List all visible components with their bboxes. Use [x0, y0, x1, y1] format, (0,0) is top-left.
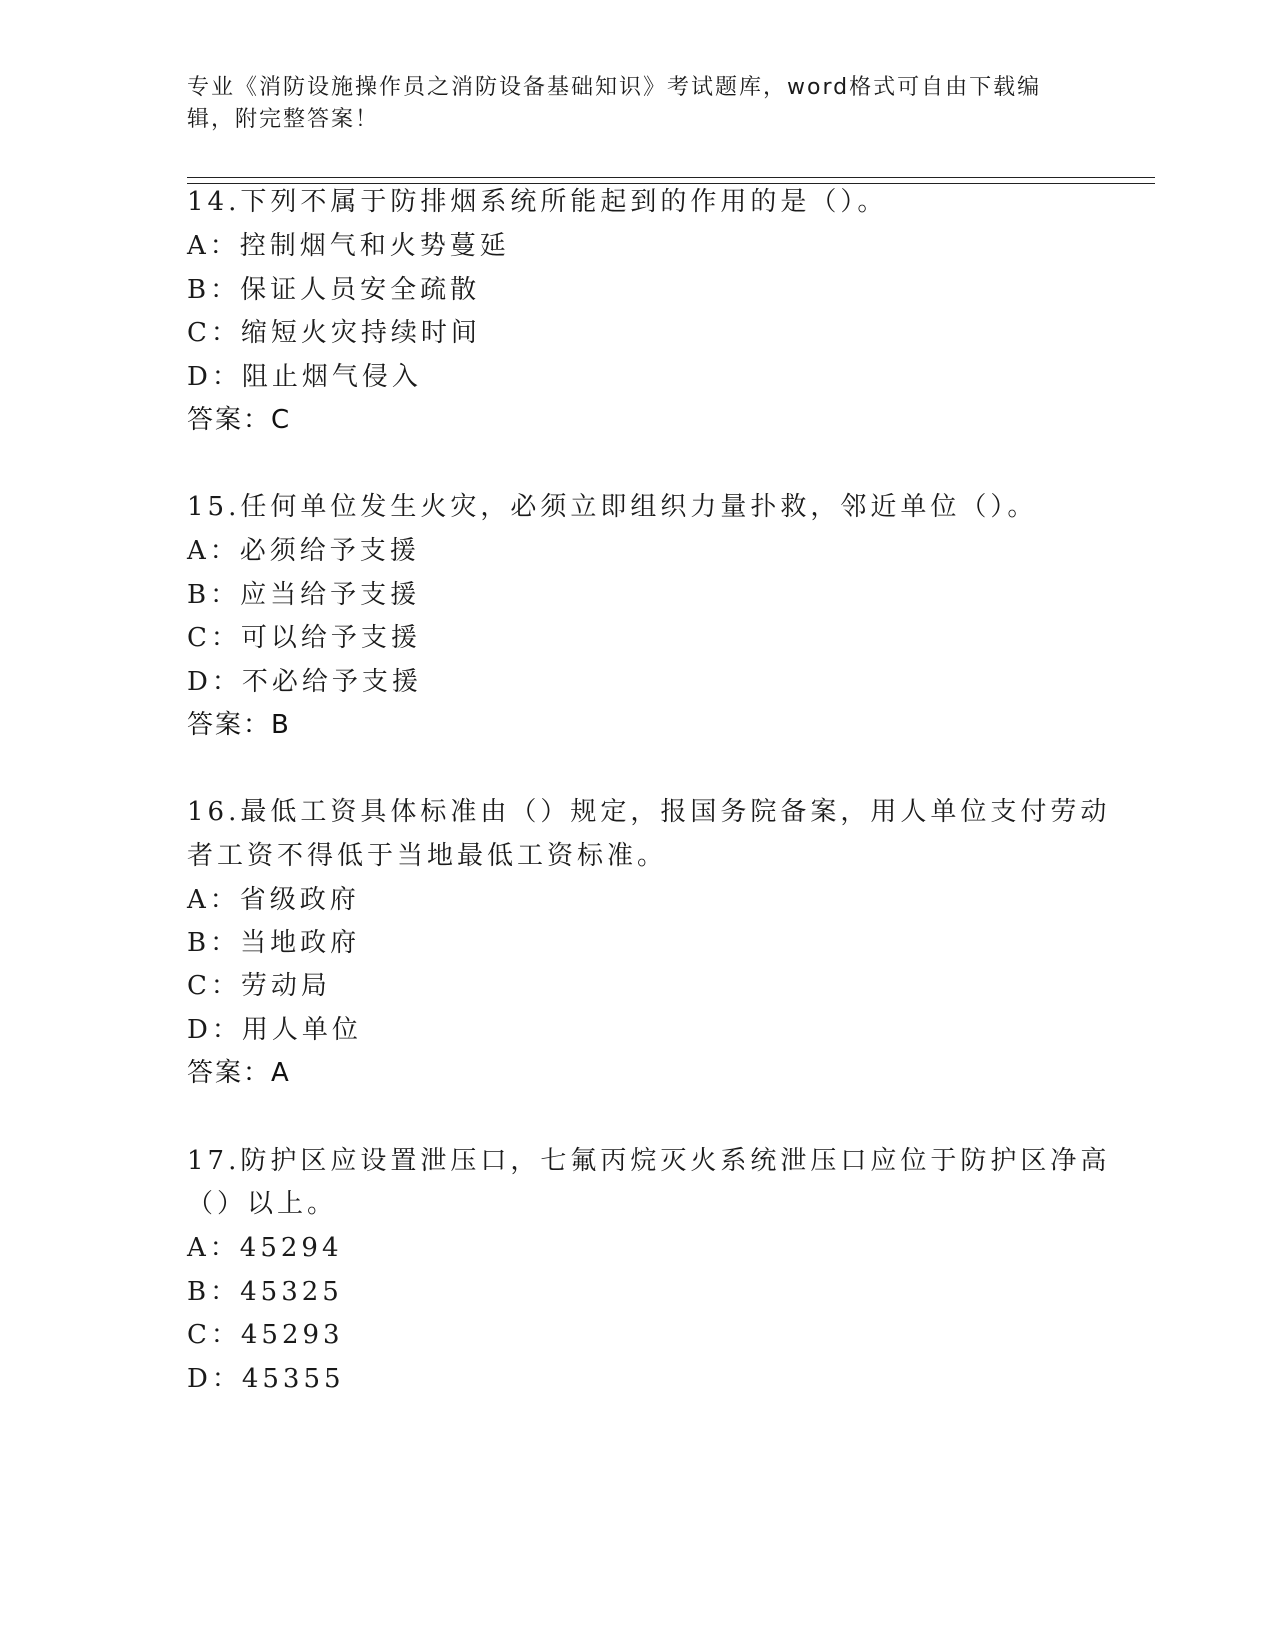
- question-16-stem-line-1: 16.最低工资具体标准由（）规定，报国务院备案，用人单位支付劳动: [187, 797, 1111, 827]
- question-16-option-b: B：当地政府: [187, 928, 361, 958]
- question-17-option-b: B：45325: [187, 1277, 343, 1307]
- question-17-option-d: D：45355: [187, 1364, 345, 1394]
- question-15-option-b: B：应当给予支援: [187, 580, 421, 610]
- question-15-option-a: A：必须给予支援: [187, 536, 420, 566]
- question-17-option-a: A：45294: [187, 1233, 343, 1263]
- question-16-stem-line-2: 者工资不得低于当地最低工资标准。: [187, 841, 668, 871]
- question-16-answer: 答案：A: [187, 1058, 291, 1088]
- question-16-option-c: C：劳动局: [187, 971, 331, 1001]
- question-17-stem-line-1: 17.防护区应设置泄压口，七氟丙烷灭火系统泄压口应位于防护区净高: [187, 1146, 1111, 1176]
- question-15-answer: 答案：B: [187, 710, 291, 740]
- question-17-option-c: C：45293: [187, 1320, 344, 1350]
- question-15-option-d: D：不必给予支援: [187, 667, 422, 697]
- question-15-option-c: C：可以给予支援: [187, 623, 421, 653]
- question-14-answer: 答案：C: [187, 405, 292, 435]
- header-divider-bottom: [187, 183, 1155, 184]
- question-16-option-d: D：用人单位: [187, 1015, 362, 1045]
- header-divider-top: [187, 177, 1155, 178]
- question-14-option-c: C：缩短火灾持续时间: [187, 318, 481, 348]
- document-header: 专业《消防设施操作员之消防设备基础知识》考试题库，word格式可自由下载编辑，附完整答案！: [187, 75, 1042, 132]
- question-16-option-a: A：省级政府: [187, 885, 360, 915]
- question-14-option-b: B：保证人员安全疏散: [187, 275, 481, 305]
- question-17-stem-line-2: （）以上。: [187, 1189, 338, 1219]
- question-15-stem: 15.任何单位发生火灾，必须立即组织力量扑救，邻近单位（）。: [187, 492, 1038, 522]
- question-14-option-a: A：控制烟气和火势蔓延: [187, 231, 510, 261]
- question-14-stem: 14.下列不属于防排烟系统所能起到的作用的是（）。: [187, 187, 888, 217]
- question-14-option-d: D：阻止烟气侵入: [187, 362, 422, 392]
